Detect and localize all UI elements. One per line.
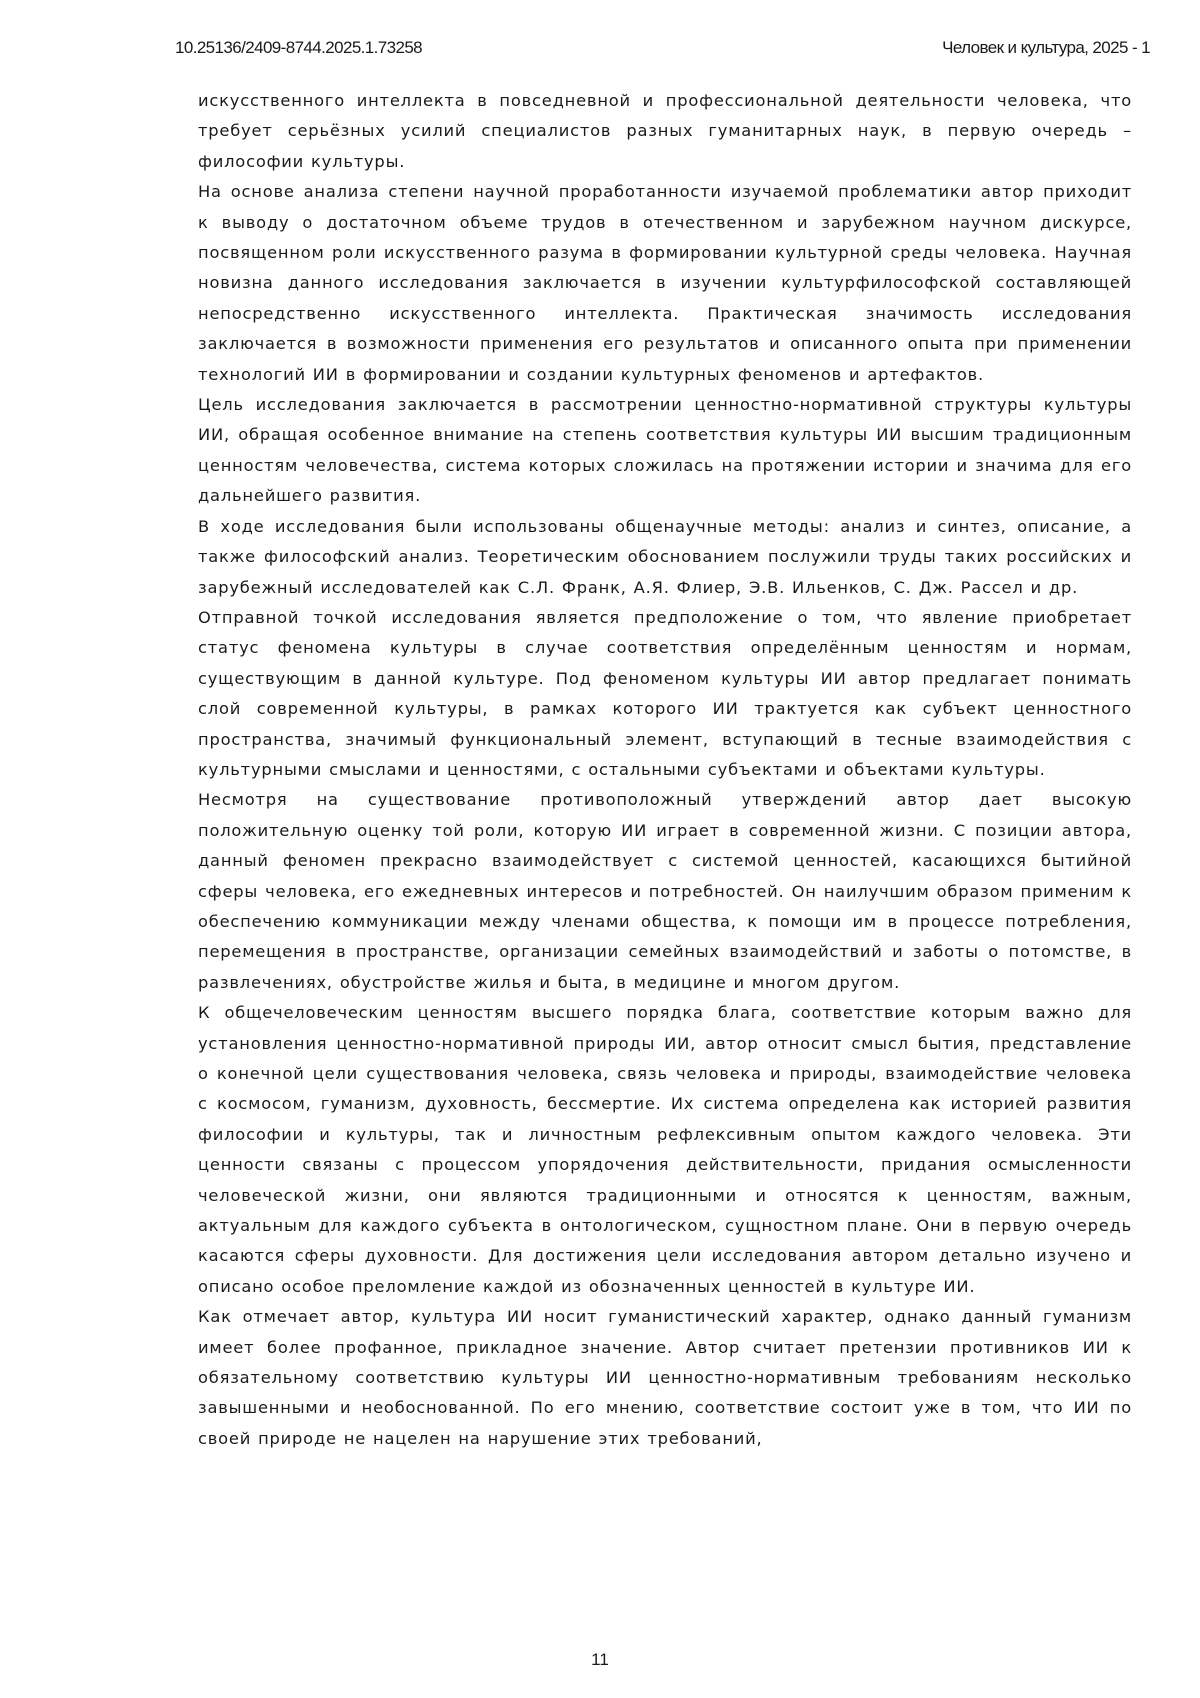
journal-title: Человек и культура, 2025 - 1 (942, 38, 1150, 57)
paragraph: К общечеловеческим ценностям высшего порядка блага, соответствие которым важно для установления ценностно-нормативной природы ИИ, автор относит смысл бытия, представление о конечной цели существования человека, связь человека и природы, взаимодействие человека с космосом, гуманизм, духовность, бессмертие. Их система определена как историей развития философии и культуры, так и личностным рефлексивным опытом каждого человека. Эти ценности связаны с процессом упорядочения действительности, придания осмысленности человеческой жизни, они являются традиционными и относятся к ценностям, важным, актуальным для каждого субъекта в онтологическом, сущностном плане. Они в первую очередь касаются сферы духовности. Для достижения цели исследования автором детально изучено и описано особое преломление каждой из обозначенных ценностей в культуре ИИ. (198, 1003, 1132, 1296)
paragraph: Отправной точкой исследования является предположение о том, что явление приобретает статус феномена культуры в случае соответствия определённым ценностям и нормам, существующим в данной культуре. Под феноменом культуры ИИ автор предлагает понимать слой современной культуры, в рамках которого ИИ трактуется как субъект ценностного пространства, значимый функциональный элемент, вступающий в тесные взаимодействия с культурными смыслами и ценностями, с остальными субъектами и объектами культуры. (198, 607, 1132, 779)
page-number: 11 (591, 1650, 609, 1669)
paragraph: Как отмечает автор, культура ИИ носит гуманистический характер, однако данный гуманизм имеет более профанное, прикладное значение. Автор считает претензии противников ИИ к обязательному соответствию культуры ИИ ценностно-нормативным требованиям несколько завышенными и необоснованной. По его мнению, соответствие состоит уже в том, что ИИ по своей природе не нацелен на нарушение этих требований, (198, 1307, 1132, 1448)
article-body (198, 86, 1132, 1454)
paragraph: На основе анализа степени научной проработанности изучаемой проблематики автор приходит к выводу о достаточном объеме трудов в отечественном и зарубежном научном дискурсе, посвященном роли искусственного разума в формировании культурной среды человека. Научная новизна данного исследования заключается в изучении культурфилософской составляющей непосредственно искусственного интеллекта. Практическая значимость исследования заключается в возможности применения его результатов и описанного опыта при применении технологий ИИ в формировании и создании культурных феноменов и артефактов. (198, 182, 1132, 384)
paragraph: Несмотря на существование противоположный утверждений автор дает высокую положительную оценку той роли, которую ИИ играет в современной жизни. С позиции автора, данный феномен прекрасно взаимодействует с системой ценностей, касающихся бытийной сферы человека, его ежедневных интересов и потребностей. Он наилучшим образом применим к обеспечению коммуникации между членами общества, к помощи им в процессе потребления, перемещения в пространстве, организации семейных взаимодействий и заботы о потомстве, в развлечениях, обустройстве жилья и быта, в медицине и многом другом. (198, 790, 1132, 992)
paragraph: Цель исследования заключается в рассмотрении ценностно-нормативной структуры культуры ИИ, обращая особенное внимание на степень соответствия культуры ИИ высшим традиционным ценностям человечества, система которых сложилась на протяжении истории и значима для его дальнейшего развития. (198, 395, 1132, 506)
paragraph: В ходе исследования были использованы общенаучные методы: анализ и синтез, описание, а также философский анализ. Теоретическим обоснованием послужили труды таких российских и зарубежный исследователей как С.Л. Франк, А.Я. Флиер, Э.В. Ильенков, С. Дж. Рассел и др. (198, 516, 1132, 597)
paragraph: искусственного интеллекта в повседневной и профессиональной деятельности человека, что требует серьёзных усилий специалистов разных гуманитарных наук, в первую очередь – философии культуры. (198, 91, 1132, 171)
page-header (175, 38, 1150, 62)
doi-identifier: 10.25136/2409-8744.2025.1.73258 (175, 38, 423, 57)
